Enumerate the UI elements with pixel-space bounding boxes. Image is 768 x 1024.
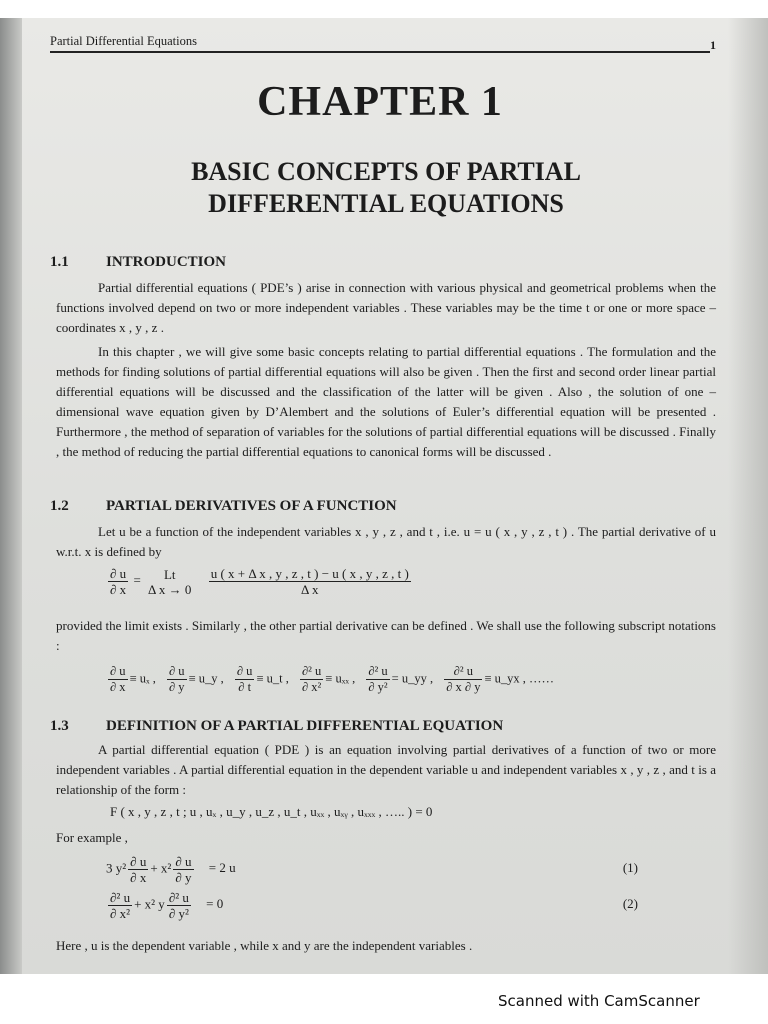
section-number: 1.1 <box>50 254 69 270</box>
formula-text: ∂ t <box>238 680 252 694</box>
equation-2 <box>106 890 638 921</box>
formula-text: ∂ u <box>169 664 185 678</box>
derivative-text-1: Let u be a function of the independent variables x , y , z , and t , i.e. u = u ( x , y , z , t ) . The partial derivative of u w.r.t. x is defined by <box>56 524 716 559</box>
formula-text: ∂² u <box>368 664 388 678</box>
formula-text: ∂² u <box>301 664 322 678</box>
closing-paragraph <box>56 936 716 956</box>
closing-text: Here , u is the dependent variable , while x and y are the independent variables . <box>56 938 473 953</box>
formula-text: + x² y <box>134 896 165 912</box>
camscanner-watermark: Scanned with CamScanner <box>498 992 700 1010</box>
for-example-text: For example , <box>56 830 128 845</box>
formula-text: = <box>133 572 141 588</box>
chapter-title-line1: BASIC CONCEPTS OF PARTIAL <box>191 157 581 186</box>
formula-text: ∂² u <box>444 664 482 680</box>
formula-text: ∂ x <box>110 680 126 694</box>
formula-text: ∂ y <box>175 870 192 885</box>
formula-text: = 2 u <box>208 860 236 876</box>
formula-text: ∂ y <box>169 680 185 694</box>
formula-text: ≡ uₓₓ , <box>325 671 356 686</box>
formula-text: Δ x <box>301 582 319 597</box>
derivative-paragraph-2 <box>56 616 716 656</box>
chapter-label: CHAPTER 1 <box>257 79 503 125</box>
intro-paragraph-1 <box>56 278 716 338</box>
formula-text: = 0 <box>206 896 224 912</box>
formula-text: ∂ y² <box>368 680 388 694</box>
equation-1 <box>106 854 638 885</box>
derivative-paragraph-1 <box>56 522 716 562</box>
general-form-formula: F ( x , y , z , t ; u , uₓ , u_y , u_z , u_t , uₓₓ , uₓᵧ , uₓₓₓ , ….. ) = 0 <box>110 804 433 819</box>
definition-text: A partial differential equation ( PDE ) is an equation involving partial derivatives of a function of two or more independent variables . A partial differential equation in the dependent variable u and independent variables x , y , z , and t is a relationship of the form : <box>56 742 716 797</box>
equation-number-1: (1) <box>622 860 638 875</box>
formula-text: + x² <box>150 860 172 876</box>
formula-text: ∂ x² <box>110 906 131 921</box>
formula-text: ∂ x ∂ y <box>446 680 481 694</box>
intro-text-2: In this chapter , we will give some basic concepts relating to partial differential equations . The formulation and the methods for finding solutions of partial differential equations will also be given . Then the first and second order linear partial differential equations will be discussed and the classification of the latter will be given . Also , the solution of one – dimensional wave equation given by D’Alembert and the solutions of Euler’s differential equation will be presented . Furthermore , the method of separation of variables for the solutions of partial differential equations will be discussed . Finally , the method of reducing the partial differential equations to canonical forms will be discussed . <box>56 344 716 459</box>
formula-text: ∂ u <box>110 664 126 678</box>
intro-paragraph-2 <box>56 342 716 462</box>
formula-text: ∂ u <box>175 854 192 869</box>
formula-text: ∂² u <box>110 890 131 905</box>
section-title: PARTIAL DERIVATIVES OF A FUNCTION <box>106 498 397 514</box>
chapter-title-line2: DIFFERENTIAL EQUATIONS <box>208 189 564 218</box>
formula-text: ∂ y² <box>168 906 189 921</box>
formula-text: ≡ u_yx , …… <box>484 671 555 686</box>
formula-text: ∂² u <box>168 890 189 905</box>
formula-text: ∂ x <box>130 870 147 885</box>
formula-text: u ( x + Δ x , y , z , t ) − u ( x , y , z , t ) <box>210 566 409 581</box>
formula-text: ≡ u_y , <box>188 671 224 686</box>
section-heading-1-3 <box>50 718 503 735</box>
section-title: INTRODUCTION <box>106 254 227 270</box>
derivative-text-2: provided the limit exists . Similarly , the other partial derivative can be defined . We shall use the following subscript notations : <box>56 618 716 653</box>
subscript-notation-formula <box>106 664 554 695</box>
limit-definition-formula <box>106 566 413 597</box>
formula-text: ∂ x <box>110 582 127 597</box>
section-title: DEFINITION OF A PARTIAL DIFFERENTIAL EQUATION <box>106 718 504 734</box>
formula-text: ∂ u <box>110 566 127 581</box>
for-example-label <box>56 828 716 848</box>
equation-number-2: (2) <box>622 896 638 911</box>
intro-text-1: Partial differential equations ( PDE’s ) arise in connection with various physical and geometrical problems when the functions involved depend on two or more independent variables . These variables may be the time t or one or more space – coordinates x , y , z . <box>56 280 716 335</box>
running-header <box>50 34 716 53</box>
formula-text: 3 y² <box>106 860 127 876</box>
definition-paragraph <box>56 740 716 800</box>
formula-text: ∂ u <box>236 664 253 678</box>
running-title: Partial Differential Equations <box>50 34 197 48</box>
formula-text: Δ x → 0 <box>148 581 192 597</box>
section-number: 1.3 <box>50 718 69 734</box>
formula-text: ∂ u <box>130 854 147 869</box>
section-heading-1-1 <box>50 254 226 271</box>
scanned-page <box>0 18 768 974</box>
section-heading-1-2 <box>50 498 397 515</box>
formula-text: Lt <box>163 566 176 582</box>
formula-text: ≡ uₓ , <box>129 671 156 686</box>
section-number: 1.2 <box>50 498 69 514</box>
formula-text: ∂ x² <box>301 680 322 694</box>
chapter-title <box>50 156 722 220</box>
formula-text: ≡ u_t , <box>256 671 289 686</box>
formula-text: = u_yy , <box>391 671 434 686</box>
page-number: 1 <box>710 38 716 52</box>
